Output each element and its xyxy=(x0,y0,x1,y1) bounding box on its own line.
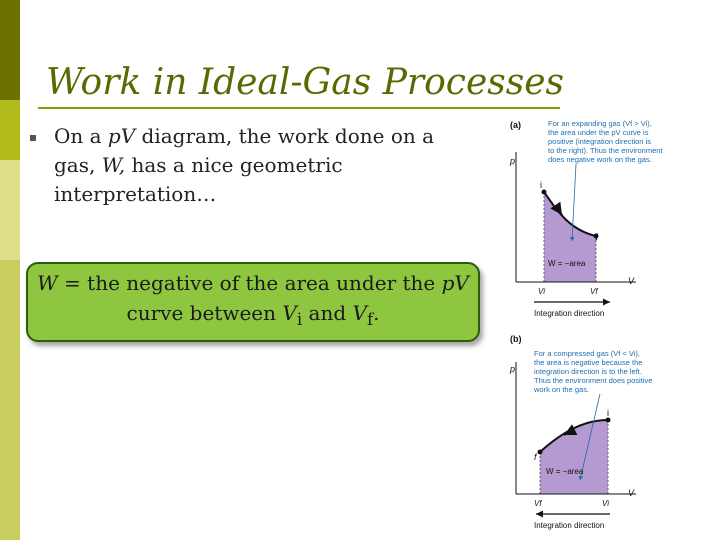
left-stripe-olive xyxy=(0,100,20,160)
panel-a-note-1: For an expanding gas (Vf > Vi), xyxy=(548,119,652,128)
panel-a-note-2: the area under the pV curve is xyxy=(548,128,649,137)
left-stripe-dark xyxy=(0,0,20,100)
panel-b-note-1: For a compressed gas (Vf < Vi), xyxy=(534,349,640,358)
panel-a-area-label: W = −area xyxy=(548,259,586,268)
callout-and: and xyxy=(302,301,353,325)
panel-b-note-3: integration direction is to the left. xyxy=(534,367,642,376)
callout-vf-sub: f xyxy=(366,310,374,329)
panel-a-note-5: does negative work on the gas. xyxy=(548,155,652,164)
panel-b-area-label: W = −area xyxy=(546,467,584,476)
callout-box xyxy=(26,262,480,342)
panel-b-v-label: V xyxy=(628,488,635,498)
bullet-marker xyxy=(30,135,36,141)
slide-title: Work in Ideal-Gas Processes xyxy=(46,62,564,103)
bullet-pv: pV xyxy=(107,124,136,148)
panel-a-label-i: i xyxy=(540,180,542,190)
panel-a-label: (a) xyxy=(510,120,521,130)
left-stripe-mid xyxy=(0,260,20,540)
callout-vf: V xyxy=(352,301,367,325)
panel-a-tick-vf: Vf xyxy=(590,287,598,296)
panel-b-p-label: p xyxy=(510,364,516,374)
callout-w: W xyxy=(37,271,58,295)
panel-b-note-4: Thus the environment does positive xyxy=(534,376,653,385)
panel-b-tick-vi: Vi xyxy=(602,499,609,508)
panel-b-tick-vf: Vf xyxy=(534,499,542,508)
callout-vi-sub: i xyxy=(296,310,303,329)
panel-b-label: (b) xyxy=(510,334,522,344)
panel-a-point-i xyxy=(542,190,547,195)
panel-a-direction-label: Integration direction xyxy=(534,309,605,318)
panel-a-area xyxy=(544,192,596,282)
panel-a-v-label: V xyxy=(628,276,635,286)
panel-b-label-f: f xyxy=(534,452,537,462)
left-stripe-light xyxy=(0,160,20,260)
panel-b-area xyxy=(540,420,608,494)
callout-vi: V xyxy=(282,301,297,325)
bullet-text-after: diagram, the work done on a gas, xyxy=(54,124,435,177)
panel-b-point-f xyxy=(538,450,543,455)
callout-text2: curve between xyxy=(126,301,283,325)
callout-text1: = the negative of the area under the xyxy=(57,271,442,295)
callout-pv: pV xyxy=(441,271,469,295)
panel-a-label-f: f xyxy=(595,232,598,242)
pv-diagram-figure xyxy=(500,112,720,540)
panel-a-tick-vi: Vi xyxy=(538,287,545,296)
bullet-w: W, xyxy=(101,153,126,177)
panel-b-note-2: the area is negative because the xyxy=(534,358,643,367)
bullet-text-rest: has a nice geometric interpretation… xyxy=(54,153,343,206)
panel-b-note-5: work on the gas. xyxy=(534,385,590,394)
panel-a-note-4: to the right). Thus the environment xyxy=(548,146,663,155)
panel-a-note-3: positive (integration direction is xyxy=(548,137,651,146)
bullet-text-before: On a xyxy=(54,124,108,148)
panel-b-direction-label: Integration direction xyxy=(534,521,605,530)
panel-a-p-label: p xyxy=(510,156,516,166)
title-underline xyxy=(38,107,560,109)
callout-end: . xyxy=(373,301,380,325)
panel-b-label-i: i xyxy=(607,408,609,418)
bullet-text xyxy=(54,122,474,209)
panel-b-point-i xyxy=(606,418,611,423)
